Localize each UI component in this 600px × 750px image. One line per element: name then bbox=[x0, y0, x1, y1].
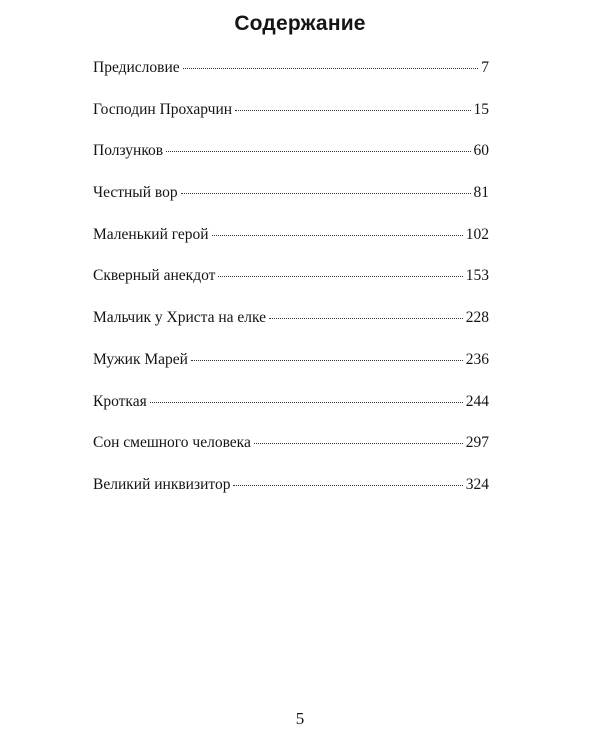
toc-entry bbox=[93, 308, 489, 350]
table-of-contents bbox=[93, 58, 489, 517]
toc-dot-leader bbox=[254, 443, 463, 444]
toc-dot-leader bbox=[233, 485, 462, 486]
toc-entry-title: Маленький герой bbox=[93, 225, 209, 243]
toc-entry-page: 15 bbox=[473, 100, 489, 118]
toc-entry bbox=[93, 58, 489, 100]
toc-entry-page: 228 bbox=[465, 309, 489, 327]
toc-entry bbox=[93, 266, 489, 308]
toc-entry-title: Кроткая bbox=[93, 392, 147, 410]
toc-entry-page: 244 bbox=[465, 392, 489, 410]
toc-entry-page: 153 bbox=[465, 267, 489, 285]
toc-entry bbox=[93, 350, 489, 392]
toc-dot-leader bbox=[218, 276, 462, 277]
toc-entry-page: 60 bbox=[473, 142, 489, 160]
toc-entry-page: 297 bbox=[465, 434, 489, 452]
toc-entry-title: Великий инквизитор bbox=[93, 475, 231, 493]
toc-entry-title: Предисловие bbox=[93, 59, 180, 76]
toc-entry-title: Сон смешного человека bbox=[93, 434, 251, 452]
toc-entry bbox=[93, 141, 489, 183]
toc-entry bbox=[93, 433, 489, 475]
toc-entry-page: 7 bbox=[481, 59, 489, 76]
toc-dot-leader bbox=[150, 402, 463, 403]
toc-entry-title: Честный вор bbox=[93, 184, 178, 202]
toc-entry-title: Скверный анекдот bbox=[93, 267, 216, 285]
toc-dot-leader bbox=[191, 360, 463, 361]
toc-entry-page: 324 bbox=[465, 475, 489, 493]
toc-dot-leader bbox=[183, 68, 479, 69]
page-number: 5 bbox=[295, 709, 305, 728]
toc-entry bbox=[93, 100, 489, 142]
toc-entry bbox=[93, 475, 489, 517]
toc-entry bbox=[93, 183, 489, 225]
toc-dot-leader bbox=[166, 151, 470, 152]
toc-entry bbox=[93, 392, 489, 434]
toc-entry bbox=[93, 225, 489, 267]
toc-dot-leader bbox=[212, 235, 463, 236]
toc-entry-page: 102 bbox=[465, 225, 489, 243]
toc-dot-leader bbox=[269, 318, 463, 319]
toc-entry-title: Мужик Марей bbox=[93, 350, 188, 368]
toc-entry-title: Ползунков bbox=[93, 142, 164, 160]
toc-entry-title: Господин Прохарчин bbox=[93, 100, 233, 118]
toc-entry-page: 81 bbox=[473, 184, 489, 202]
toc-dot-leader bbox=[181, 193, 471, 194]
page-title: Содержание bbox=[234, 12, 366, 35]
toc-entry-title: Мальчик у Христа на елке bbox=[93, 309, 267, 327]
toc-dot-leader bbox=[235, 110, 470, 111]
toc-entry-page: 236 bbox=[465, 350, 489, 368]
